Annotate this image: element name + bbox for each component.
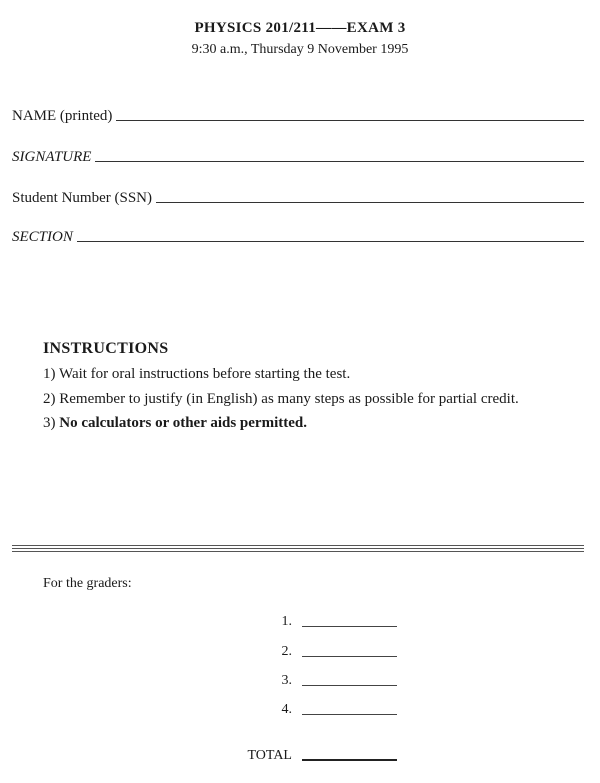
score-row-3 [210,671,410,691]
score-row-2 [210,642,410,662]
signature-field[interactable] [12,146,584,166]
section-line[interactable] [77,241,584,242]
instruction-item [43,415,307,432]
score-number: 1. [281,614,292,629]
instruction-text: Remember to justify (in English) as many steps as possible for partial credit. [59,391,519,407]
total-label: TOTAL [247,748,292,763]
score-line[interactable] [302,685,397,686]
divider-rule [12,545,584,546]
student-number-line[interactable] [156,202,584,203]
name-line[interactable] [116,120,584,121]
name-field[interactable] [12,105,584,125]
score-number: 3. [281,673,292,688]
instructions-heading: INSTRUCTIONS [43,340,169,357]
instruction-number: 1) [43,366,56,382]
score-row-total [210,746,410,766]
score-line[interactable] [302,626,397,627]
score-line[interactable] [302,656,397,657]
student-number-label: Student Number (SSN) [12,190,152,206]
instruction-item [43,391,519,408]
section-label: SECTION [12,229,73,245]
instruction-number: 2) [43,391,56,407]
signature-label: SIGNATURE [12,149,92,165]
graders-label: For the graders: [43,576,132,591]
divider-rule [12,548,584,549]
score-number: 4. [281,702,292,717]
student-number-field[interactable] [12,187,584,207]
score-row-4 [210,700,410,720]
total-line[interactable] [302,759,397,761]
score-line[interactable] [302,714,397,715]
section-field[interactable] [12,226,584,246]
instruction-number: 3) [43,415,56,431]
instruction-text: Wait for oral instructions before starting the test. [58,366,351,382]
score-row-1 [210,612,410,632]
name-label: NAME (printed) [12,108,113,124]
exam-date: 9:30 a.m., Thursday 9 November 1995 [191,42,409,57]
signature-line[interactable] [95,161,584,162]
instruction-item [43,366,350,383]
instruction-text: No calculators or other aids permitted. [59,415,307,431]
divider-rule [12,551,584,552]
score-number: 2. [281,644,292,659]
exam-title: PHYSICS 201/211——EXAM 3 [194,20,406,36]
